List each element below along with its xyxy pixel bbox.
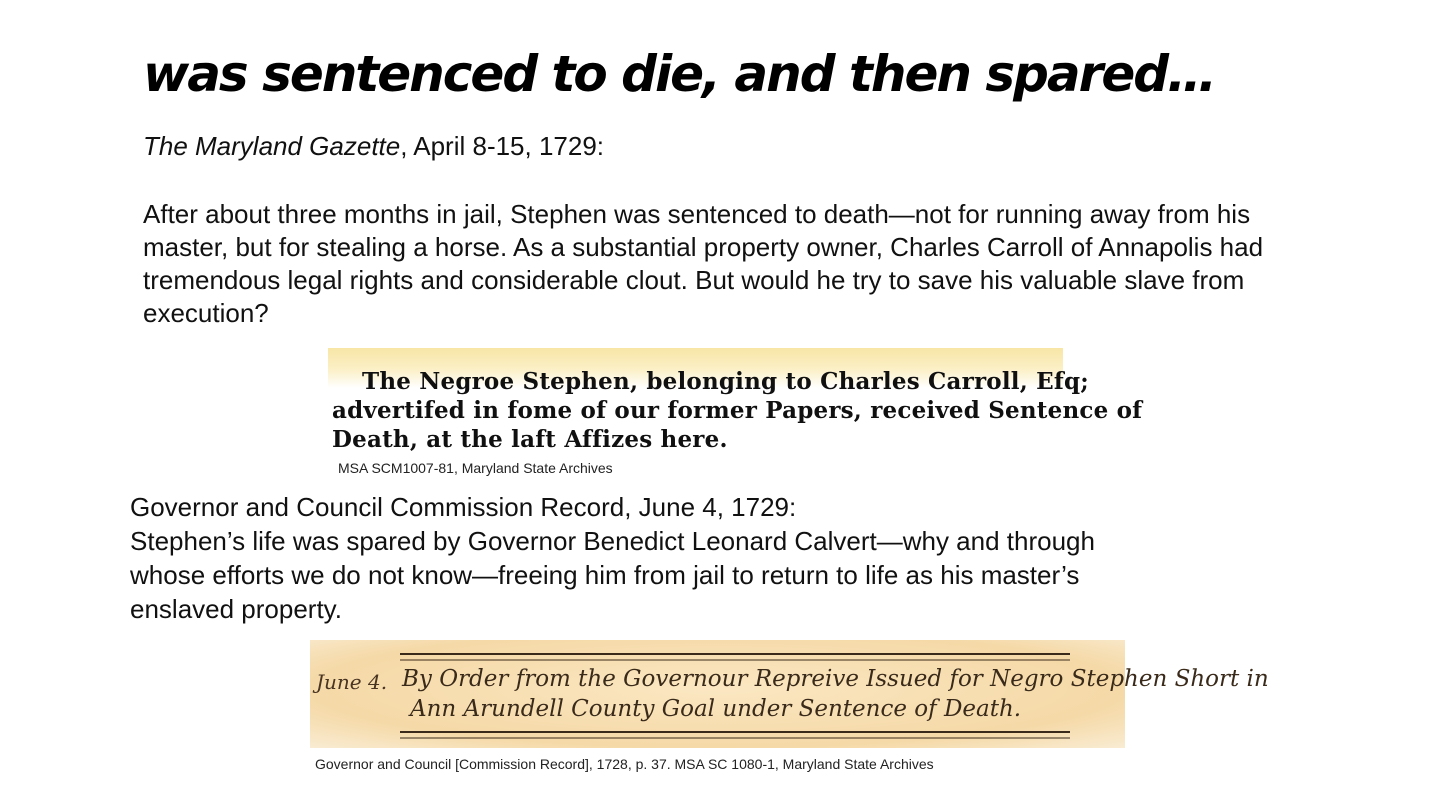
publication-name: The Maryland Gazette bbox=[143, 131, 401, 161]
gazette-clipping-line: The Negroe Stephen, belonging to Charles Carroll, Efq; bbox=[362, 368, 1089, 395]
gazette-clipping-image bbox=[328, 348, 1143, 460]
publication-date: , April 8-15, 1729: bbox=[400, 131, 605, 161]
gazette-clipping-credit: MSA SCM1007-81, Maryland State Archives bbox=[338, 460, 613, 476]
manuscript-line: By Order from the Governour Repreive Issued for Negro Stephen Short in bbox=[402, 666, 1269, 692]
manuscript-ruled-lines bbox=[310, 640, 1125, 748]
narrative-paragraph-2: Stephen’s life was spared by Governor Benedict Leonard Calvert—why and through whose efforts we do not know—freeing him from jail to return to life as his master’s enslaved property. bbox=[130, 526, 1095, 624]
manuscript-clipping-credit: Governor and Council [Commission Record], 1728, p. 37. MSA SC 1080-1, Maryland State Archives bbox=[315, 756, 934, 772]
manuscript-line: Ann Arundell County Goal under Sentence of Death. bbox=[410, 696, 1022, 722]
commission-record-heading: Governor and Council Commission Record, June 4, 1729: bbox=[130, 492, 797, 522]
gazette-source-line bbox=[143, 131, 604, 162]
gazette-clipping-line: Death, at the laft Affizes here. bbox=[332, 426, 728, 453]
manuscript-margin-date: June 4. bbox=[316, 670, 388, 694]
manuscript-clipping-image bbox=[310, 640, 1269, 748]
gazette-clipping-line: advertifed in fome of our former Papers, received Sentence of bbox=[332, 397, 1143, 424]
narrative-paragraph-1: After about three months in jail, Stephen was sentenced to death—not for running away from his master, but for stealing a horse. As a substantial property owner, Charles Carroll of Annapolis had tremendous legal rights and considerable clout. But would he try to save his valuable slave from execution? bbox=[143, 199, 1264, 328]
slide-title: was sentenced to die, and then spared… bbox=[143, 45, 1216, 103]
